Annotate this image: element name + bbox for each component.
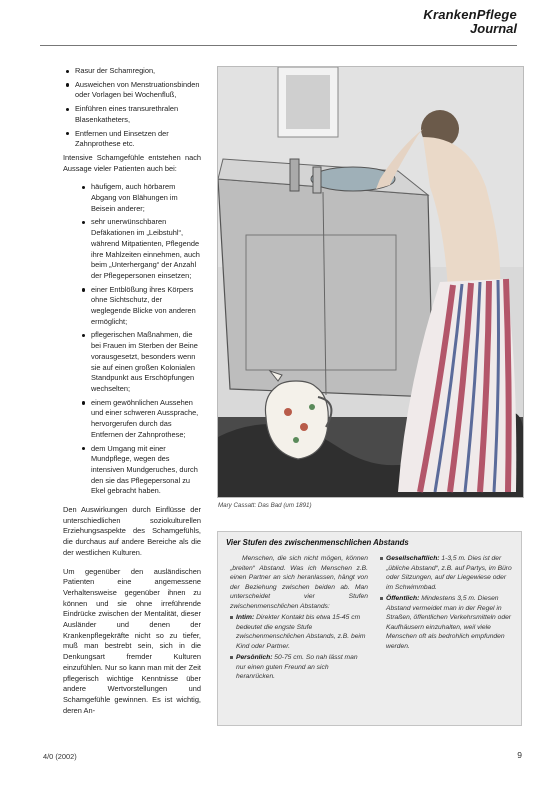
figure-caption: Mary Cassatt: Das Bad (um 1891) bbox=[218, 502, 312, 509]
list-item: Ausweichen von Menstruationsbinden oder Vorlagen bei Wochenfluß, bbox=[75, 79, 200, 100]
body-paragraph: Den Auswirkungen durch Einflüsse der unterschiedlichen soziokulturellen Erziehungsaspekte des Schamgefühls, die durchaus auf andere Bereiche als die der westlichen Kulturen. bbox=[63, 505, 201, 557]
term: Gesellschaftlich: bbox=[386, 555, 440, 562]
journal-masthead bbox=[423, 8, 517, 35]
infobox bbox=[217, 531, 522, 726]
list-item: häufigem, auch hörbarem Abgang von Blähungen im Beisein anderer; bbox=[91, 182, 201, 214]
issue-info: 4/0 (2002) bbox=[43, 752, 77, 761]
distance-list-left bbox=[230, 613, 368, 682]
infobox-right-column bbox=[380, 554, 512, 653]
list-item: einer Entblößung ihres Körpers ohne Sichtschutz, der weglegende Blicke von anderen ermöglicht; bbox=[91, 285, 201, 328]
body-paragraph: Um gegenüber den ausländischen Patienten eine angemessene Verhaltensweise gegenüber ihnen zu können und sie ohne irreführende Eindrücke zwischen der Mentalität, dieser Ausländer und denen der Krankenpflegekräfte nicht so zu tiefer, muß man bestrebt sein, sich in die Denkungsart fremder Kulturen einzufühlen. Nur so kann man mit der Zeit pflegerisch wichtige Kenntnisse über andere Wertvorstellungen und Schamgefühle gewinnen. Es ist wichtig, deren An- bbox=[63, 566, 201, 715]
definition: 1-3,5 m. Dies ist der „übliche Abstand“, z.B. auf Partys, im Büro oder Sitzungen, auf der Liegewiese oder im Schwimmbad. bbox=[386, 555, 512, 591]
list-item bbox=[230, 653, 368, 682]
infobox-title: Vier Stufen des zwischenmenschlichen Abstands bbox=[226, 538, 409, 547]
masthead-title: KrankenPflege bbox=[423, 7, 517, 22]
definition: Mindestens 3,5 m. Diesen Abstand vermeidet man in der Regel in Straßen, öffentlichen Verkehrsmitteln oder Kaufhäusern einzuhalten, weil viele Menschen oft als bedrohlich empfunden werden. bbox=[386, 595, 512, 650]
bullet-list-top bbox=[75, 66, 201, 150]
list-item: Entfernen und Einsetzen der Zahnprothese etc. bbox=[75, 129, 201, 150]
painting-woman-washing-icon bbox=[218, 67, 523, 497]
masthead-subtitle: Journal bbox=[470, 20, 517, 36]
page-number: 9 bbox=[517, 750, 522, 760]
term: Persönlich: bbox=[236, 654, 273, 661]
bullet-list-shame-triggers bbox=[91, 182, 201, 497]
list-item bbox=[230, 613, 368, 651]
list-item: Einführen eines transurethralen Blasenkatheters, bbox=[75, 104, 201, 125]
painting-figure bbox=[217, 66, 524, 498]
term: Öffentlich: bbox=[386, 595, 420, 602]
term: Intim: bbox=[236, 614, 255, 621]
header-rule bbox=[40, 45, 517, 46]
list-item bbox=[380, 594, 512, 651]
list-item: einem gewöhnlichen Aussehen und einer schweren Aussprache, hervorgerufen durch das Entfernen der Zahnprothese; bbox=[91, 398, 201, 441]
infobox-left-column bbox=[230, 554, 368, 684]
definition: Direkter Kontakt bis etwa 15-45 cm bedeutet die engste Stufe zwischenmenschlichen Abstands, z.B. beim Kind oder Partner. bbox=[236, 614, 366, 650]
list-item: sehr unerwünschbaren Defäkationen im „Leibstuhl“, während Mitpatienten, Pflegende ihre Mahlzeiten einnehmen, auch beim „Unterhergang“ der Anzahl der Pflegepersonen einsetzen; bbox=[91, 217, 200, 280]
list-item: pflegerischen Maßnahmen, die bei Frauen im Sterben der Beine vorausgesetzt, besonders wenn sie auf einen großen Kolonialen Standpunkt aus Erschöpfungen wechselten; bbox=[91, 330, 201, 394]
intro-paragraph: Intensive Schamgefühle entstehen nach Aussage vieler Patienten auch bei: bbox=[63, 152, 201, 173]
distance-list-right bbox=[380, 554, 512, 651]
left-column bbox=[63, 66, 201, 724]
list-item bbox=[380, 554, 512, 592]
infobox-intro: Menschen, die sich nicht mögen, können „breiten“ Abstand. Was ich Menschen z.B. einen Partner an sich heranlassen, hängt von der Beziehung zwischen beiden ab. Man unterscheidet vier Stufen zwischenmenschlichen Abstands: bbox=[230, 555, 368, 610]
definition: 50-75 cm. So nah lässt man nur einen guten Freund an sich heranrücken. bbox=[236, 654, 358, 680]
list-item: dem Umgang mit einer Mundpflege, wegen des intensiven Mundgeruches, durch den sie das Pflegepersonal zu Ekel gebracht haben. bbox=[91, 444, 201, 498]
list-item: Rasur der Schamregion, bbox=[75, 66, 201, 77]
